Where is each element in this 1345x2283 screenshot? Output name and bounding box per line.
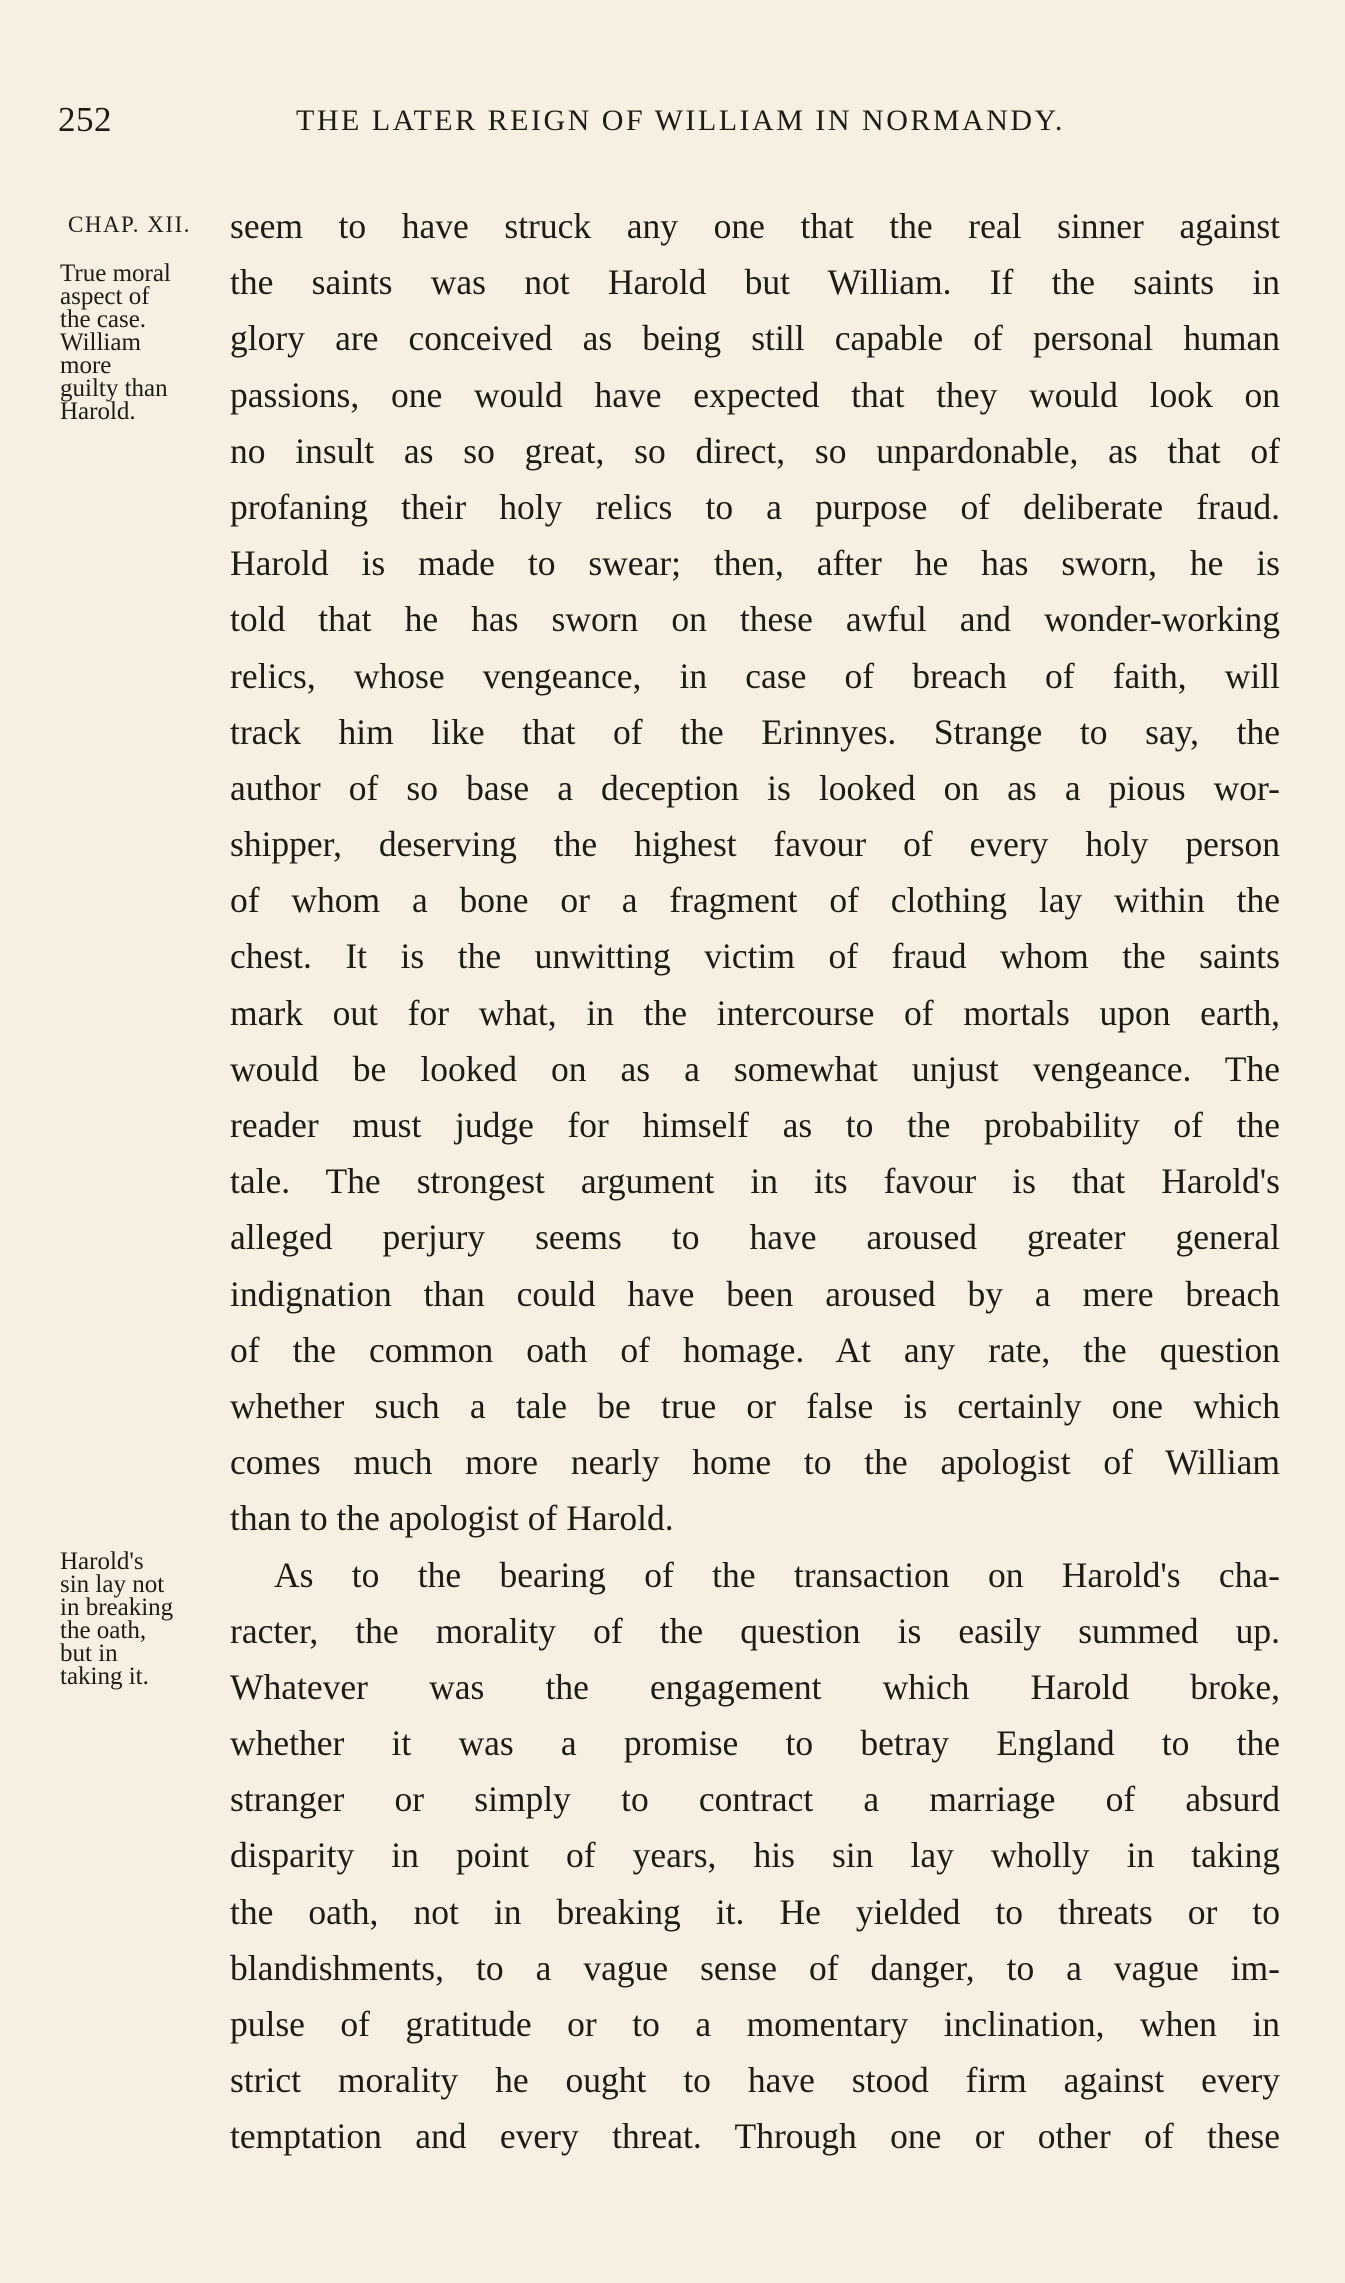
text-line: blandishments, to a vague sense of danger, to a vague im- — [230, 1947, 1280, 1988]
text-line: strict morality he ought to have stood firm against every — [230, 2060, 1280, 2101]
text-line: author of so base a deception is looked on as a pious wor- — [230, 767, 1280, 808]
page-number: 252 — [58, 100, 112, 139]
body-text — [230, 198, 1280, 2165]
sidenote-line: the oath, — [60, 1617, 147, 1644]
text-line: comes much more nearly home to the apologist of William — [230, 1442, 1280, 1483]
sidenote-line: True moral — [60, 260, 171, 287]
text-line: seem to have struck any one that the real sinner against — [230, 206, 1280, 246]
sidenote-line: more — [60, 352, 112, 379]
text-line: racter, the morality of the question is easily summed up. — [230, 1610, 1280, 1651]
sidenote-line: Harold's — [60, 1548, 144, 1575]
text-line: of the common oath of homage. At any rate, the question — [230, 1329, 1280, 1370]
text-line: temptation and every threat. Through one or other of these — [230, 2116, 1280, 2157]
text-line: of whom a bone or a fragment of clothing lay within the — [230, 880, 1280, 921]
text-line: the oath, not in breaking it. He yielded to threats or to — [230, 1891, 1280, 1932]
sidenote-line: sin lay not — [60, 1571, 165, 1598]
text-line: relics, whose vengeance, in case of breach of faith, will — [230, 655, 1280, 696]
text-line: disparity in point of years, his sin lay wholly in taking — [230, 1835, 1280, 1876]
sidenote-line: William — [60, 329, 141, 356]
sidenote-line: but in — [60, 1640, 118, 1667]
text-line: chest. It is the unwitting victim of fraud whom the saints — [230, 936, 1280, 977]
text-line: no insult as so great, so direct, so unpardonable, as that of — [230, 430, 1280, 471]
sidenote-line: aspect of — [60, 283, 150, 310]
text-line: the saints was not Harold but William. If the saints in — [230, 262, 1280, 303]
sidenote-line: the case. — [60, 306, 147, 333]
chapter-label: CHAP. XII. — [68, 212, 191, 237]
text-line: shipper, deserving the highest favour of every holy person — [230, 824, 1280, 865]
text-line: than to the apologist of Harold. — [230, 1498, 674, 1539]
text-line: would be looked on as a somewhat unjust vengeance. The — [230, 1048, 1280, 1089]
text-line: alleged perjury seems to have aroused greater general — [230, 1217, 1280, 1258]
sidenote-line: taking it. — [60, 1663, 149, 1690]
text-line: indignation than could have been aroused by a mere breach — [230, 1273, 1280, 1314]
text-line: whether such a tale be true or false is certainly one which — [230, 1385, 1280, 1426]
text-line: mark out for what, in the intercourse of mortals upon earth, — [230, 992, 1280, 1033]
sidenote-line: Harold. — [60, 398, 136, 425]
text-line: glory are conceived as being still capable of personal human — [230, 318, 1280, 359]
text-line: passions, one would have expected that they would look on — [230, 374, 1280, 415]
text-line: reader must judge for himself as to the probability of the — [230, 1105, 1280, 1145]
running-title: THE LATER REIGN OF WILLIAM IN NORMANDY. — [296, 104, 1065, 137]
paragraph-start-line: As to the bearing of the transaction on Harold's cha- — [274, 1554, 1280, 1595]
text-line: profaning their holy relics to a purpose of deliberate fraud. — [230, 486, 1280, 527]
text-line: track him like that of the Erinnyes. Strange to say, the — [230, 711, 1280, 752]
text-line: Harold is made to swear; then, after he has sworn, he is — [230, 543, 1280, 584]
text-line: whether it was a promise to betray England to the — [230, 1723, 1280, 1764]
sidenote-harolds-sin — [60, 1550, 173, 1688]
sidenote-line: guilty than — [60, 375, 168, 402]
text-line: tale. The strongest argument in its favour is that Harold's — [230, 1161, 1280, 1202]
sidenote-moral-aspect — [60, 262, 171, 423]
text-line: Whatever was the engagement which Harold broke, — [230, 1666, 1280, 1707]
text-line: pulse of gratitude or to a momentary inclination, when in — [230, 2004, 1280, 2044]
text-line: told that he has sworn on these awful and wonder-working — [230, 599, 1280, 640]
text-line: stranger or simply to contract a marriage of absurd — [230, 1779, 1280, 1820]
sidenote-line: in breaking — [60, 1594, 174, 1621]
